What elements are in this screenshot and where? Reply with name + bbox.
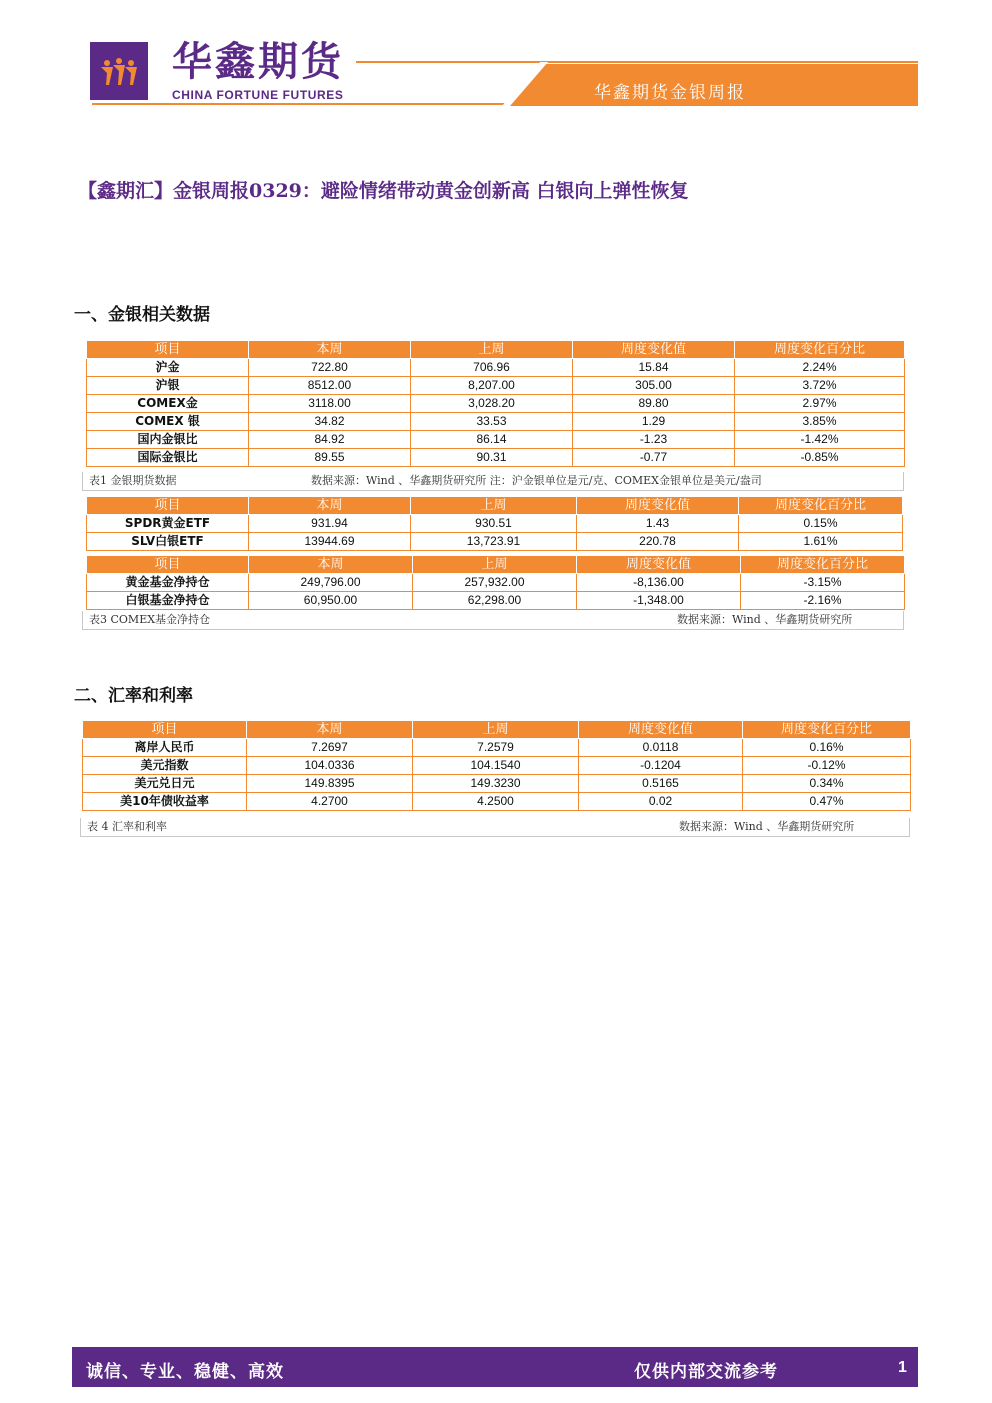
table-cell: 0.5165 [579,775,743,793]
table-cell: 13,723.91 [411,533,577,551]
brand-name-cn: 华鑫期货 [172,39,344,85]
table-cell: 7.2579 [413,739,579,757]
table-cell: 0.0118 [579,739,743,757]
table-cell: -1,348.00 [577,592,741,610]
table-cell: 0.15% [739,515,903,533]
table-cell: 3.72% [735,377,905,395]
table-cell: -3.15% [741,574,905,592]
logo-figures-icon [97,53,141,89]
table-cell: 104.0336 [247,757,413,775]
table-cell: 国际金银比 [87,449,249,467]
table-cell: SPDR黄金ETF [87,515,249,533]
table-cell: 86.14 [411,431,573,449]
column-header: 本周 [249,497,411,515]
table-header-row [87,341,905,359]
table-row [83,739,911,757]
column-header: 本周 [249,556,413,574]
table-cell: 33.53 [411,413,573,431]
column-header: 周度变化百分比 [741,556,905,574]
table-cell: 249,796.00 [249,574,413,592]
table-cell: 149.8395 [247,775,413,793]
fx-rates-table [82,720,911,811]
column-header: 周度变化值 [573,341,735,359]
table-row [87,533,903,551]
table-row [87,515,903,533]
table-row [83,775,911,793]
table-row [83,757,911,775]
table-cell: 8,207.00 [411,377,573,395]
caption-source: 数据来源：Wind 、华鑫期货研究所 [679,820,855,833]
table-cell: -8,136.00 [577,574,741,592]
table-cell: 黄金基金净持仓 [87,574,249,592]
column-header: 上周 [411,341,573,359]
table-row [87,574,905,592]
table-cell: 0.16% [743,739,911,757]
table1-caption [82,472,904,491]
column-header: 项目 [83,721,247,739]
table-row [87,592,905,610]
table-cell: SLV白银ETF [87,533,249,551]
caption-label: 表3 COMEX基金净持仓 [89,613,211,626]
document-title: 【鑫期汇】金银周报0329：避险情绪带动黄金创新高 白银向上弹性恢复 [78,180,689,202]
page-number: 1 [898,1359,907,1376]
column-header: 周度变化值 [579,721,743,739]
table-cell: -1.42% [735,431,905,449]
column-header: 项目 [87,341,249,359]
column-header: 周度变化值 [577,497,739,515]
column-header: 上周 [413,556,577,574]
column-header: 周度变化百分比 [739,497,903,515]
table-cell: -1.23 [573,431,735,449]
table-cell: 1.43 [577,515,739,533]
table-cell: 国内金银比 [87,431,249,449]
table-cell: 美10年债收益率 [83,793,247,811]
etf-holdings-table [86,496,903,551]
table-cell: 4.2500 [413,793,579,811]
table-cell: 220.78 [577,533,739,551]
table-cell: 0.34% [743,775,911,793]
table-row [87,413,905,431]
table-row [87,431,905,449]
table-cell: 美元指数 [83,757,247,775]
column-header: 周度变化值 [577,556,741,574]
table-header-row [87,556,905,574]
table-cell: 930.51 [411,515,577,533]
table-row [83,793,911,811]
table-cell: 149.3230 [413,775,579,793]
table-cell: 89.80 [573,395,735,413]
table-cell: 美元兑日元 [83,775,247,793]
table-cell: 7.2697 [247,739,413,757]
table-cell: -0.12% [743,757,911,775]
table-cell: 2.97% [735,395,905,413]
fund-positions-table [86,555,905,610]
column-header: 本周 [247,721,413,739]
table-row [87,449,905,467]
futures-data-table [86,340,905,467]
table-cell: 白银基金净持仓 [87,592,249,610]
column-header: 周度变化百分比 [743,721,911,739]
table-cell: 90.31 [411,449,573,467]
table-cell: 706.96 [411,359,573,377]
table3-caption [82,611,904,630]
table-cell: COMEX金 [87,395,249,413]
table-cell: 722.80 [249,359,411,377]
table-header-row [83,721,911,739]
column-header: 周度变化百分比 [735,341,905,359]
table-cell: 104.1540 [413,757,579,775]
table-cell: 257,932.00 [413,574,577,592]
caption-label: 表 4 汇率和利率 [87,820,167,833]
page-footer [72,1347,918,1387]
table-cell: 15.84 [573,359,735,377]
table-row [87,395,905,413]
table-cell: 13944.69 [249,533,411,551]
column-header: 上周 [413,721,579,739]
report-name: 华鑫期货金银周报 [594,83,746,103]
table-cell: 34.82 [249,413,411,431]
table-cell: 89.55 [249,449,411,467]
table-cell: 62,298.00 [413,592,577,610]
table-row [87,359,905,377]
column-header: 本周 [249,341,411,359]
company-logo [90,42,148,100]
table-cell: -0.77 [573,449,735,467]
table-cell: 60,950.00 [249,592,413,610]
table-cell: 1.61% [739,533,903,551]
footer-notice: 仅供内部交流参考 [634,1362,778,1382]
table-header-row [87,497,903,515]
column-header: 上周 [411,497,577,515]
table-cell: 3,028.20 [411,395,573,413]
column-header: 项目 [87,497,249,515]
column-header: 项目 [87,556,249,574]
header-band [0,0,992,120]
table-cell: 0.02 [579,793,743,811]
section-heading-fx-rates: 二、汇率和利率 [74,686,193,706]
table-cell: 0.47% [743,793,911,811]
table-cell: 3118.00 [249,395,411,413]
section-heading-gold-silver: 一、金银相关数据 [74,305,210,325]
table-cell: 沪金 [87,359,249,377]
footer-motto: 诚信、专业、稳健、高效 [86,1362,284,1382]
table-cell: 1.29 [573,413,735,431]
table-cell: 沪银 [87,377,249,395]
table-cell: 931.94 [249,515,411,533]
table-cell: COMEX 银 [87,413,249,431]
table-cell: 3.85% [735,413,905,431]
table-cell: -0.85% [735,449,905,467]
caption-source: 数据来源：Wind 、华鑫期货研究所 [677,613,853,626]
table-cell: 84.92 [249,431,411,449]
table-cell: 4.2700 [247,793,413,811]
table-row [87,377,905,395]
caption-label: 表1 金银期货数据 [89,474,177,487]
table4-caption [80,818,910,837]
caption-source: 数据来源：Wind 、华鑫期货研究所 注：沪金银单位是元/克、COMEX金银单位是美元/盎司 [311,474,762,487]
table-cell: 2.24% [735,359,905,377]
table-cell: 离岸人民币 [83,739,247,757]
table-cell: 305.00 [573,377,735,395]
table-cell: -2.16% [741,592,905,610]
brand-name-en: CHINA FORTUNE FUTURES [172,88,344,102]
table-cell: 8512.00 [249,377,411,395]
table-cell: -0.1204 [579,757,743,775]
